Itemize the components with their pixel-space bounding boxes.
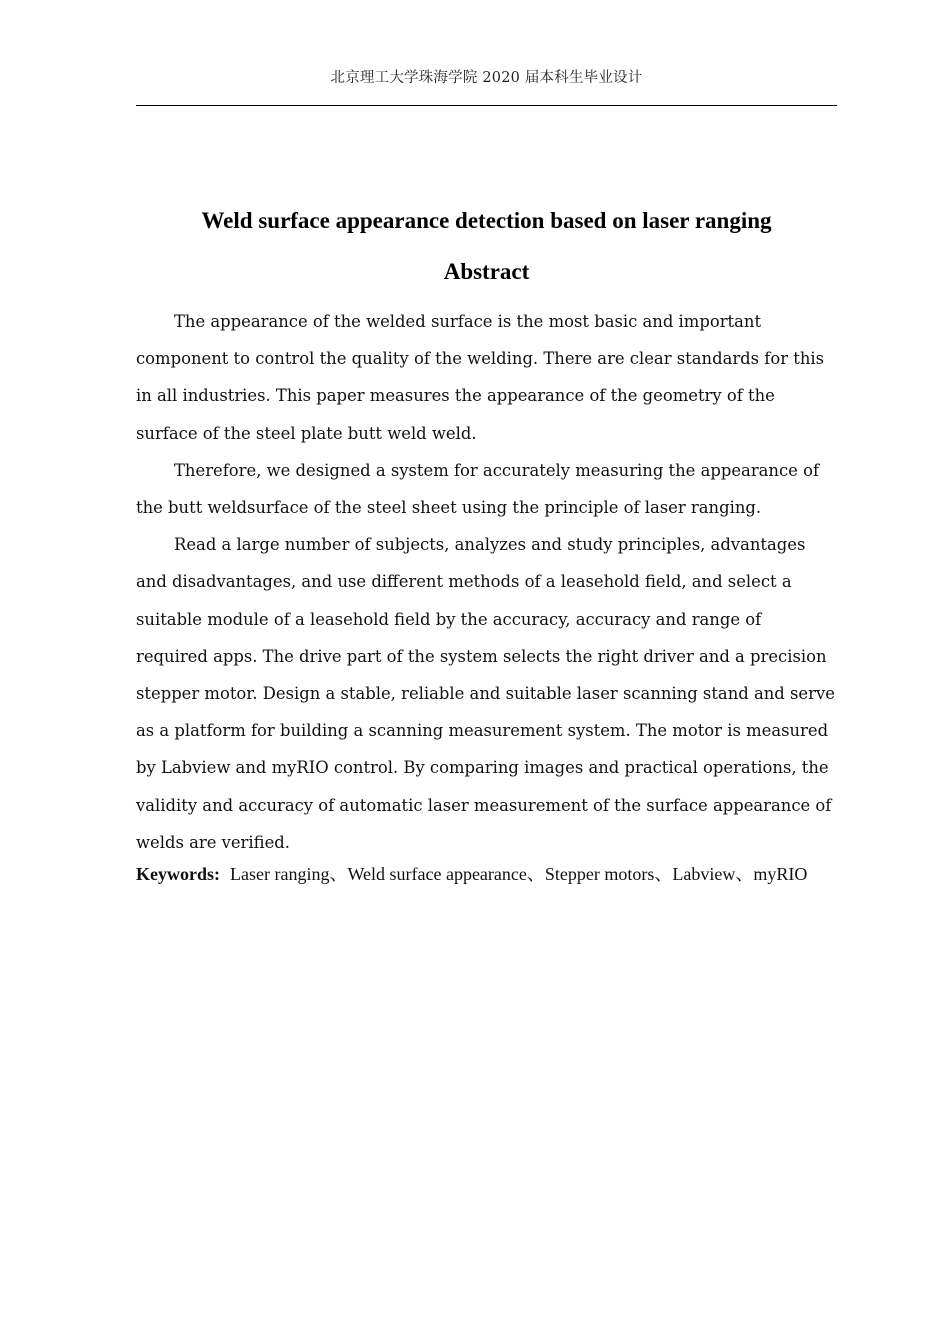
running-header: 北京理工大学珠海学院 2020 届本科生毕业设计 — [330, 70, 643, 86]
abstract-paragraph-3: Read a large number of subjects, analyzes and study principles, advantages and disadvantages, and use different methods of a leasehold field, and select a suitable module of a leasehold field by the accuracy, accuracy and range of required apps. The drive part of the system selects the right driver and a precision stepper motor. Design a stable, reliable and suitable laser scanning stand and serve as a platform for building a scanning measurement system. The motor is measured by Labview and myRIO control. By comparing images and practical operations, the validity and accuracy of automatic laser measurement of the surface appearance of welds are verified. — [136, 535, 835, 852]
header-divider — [136, 105, 837, 106]
abstract-paragraph-1: The appearance of the welded surface is the most basic and important component to control the quality of the welding. There are clear standards for this in all industries. This paper measures the appearance of the geometry of the surface of the steel plate butt weld weld. — [136, 312, 825, 443]
abstract-heading: Abstract — [443, 259, 530, 284]
keywords-line — [136, 860, 856, 888]
abstract-body — [136, 303, 837, 861]
document-title: Weld surface appearance detection based on laser ranging — [201, 208, 772, 233]
abstract-paragraph-2: Therefore, we designed a system for accurately measuring the appearance of the butt weldsurface of the steel sheet using the principle of laser ranging. — [136, 460, 820, 518]
keywords-list: Laser ranging、Weld surface appearance、Stepper motors、Labview、myRIO — [230, 864, 808, 884]
keywords-label: Keywords: — [136, 864, 220, 884]
